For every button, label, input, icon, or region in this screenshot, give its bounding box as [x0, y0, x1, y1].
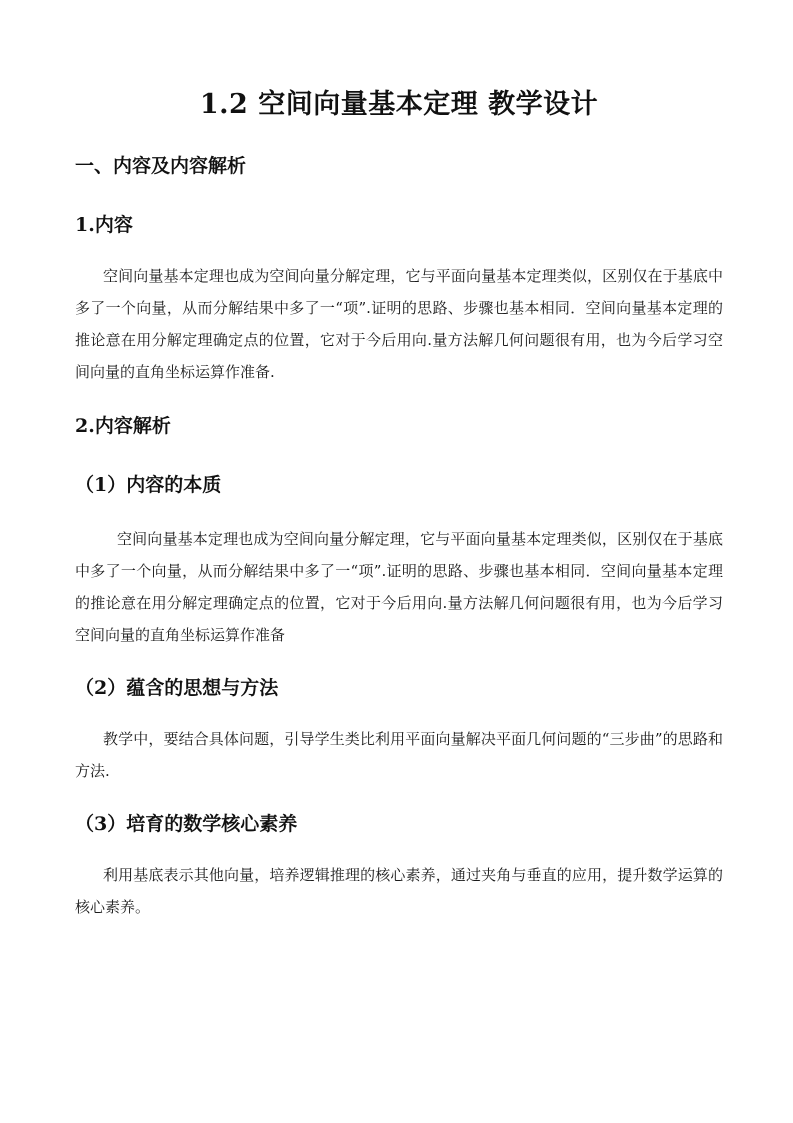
ideas-methods-paragraph: 教学中，要结合具体问题，引导学生类比利用平面向量解决平面几何问题的“三步曲”的思路和方法.	[75, 730, 723, 780]
section-heading-content-analysis: 一、内容及内容解析	[75, 155, 247, 177]
content-paragraph: 空间向量基本定理也成为空间向量分解定理，它与平面向量基本定理类似，区别仅在于基底中多了一个向量，从而分解结果中多了一“项”.证明的思路、步骤也基本相同．空间向量基本定理的推论意在用分解定理确定点的位置，它对于今后用向.量方法解几何问题很有用，也为今后学习空间向量的直角坐标运算作准备.	[75, 267, 723, 381]
subsection-heading-content: 1.内容	[75, 214, 133, 236]
item-heading-ideas-methods: （2）蕴含的思想与方法	[75, 677, 279, 699]
essence-paragraph: 空间向量基本定理也成为空间向量分解定理，它与平面向量基本定理类似，区别仅在于基底中多了一个向量，从而分解结果中多了一“项”.证明的思路、步骤也基本相同．空间向量基本定理的推论意在用分解定理确定点的位置，它对于今后用向.量方法解几何问题很有用，也为今后学习空间向量的直角坐标运算作准备	[75, 530, 723, 644]
document-title: 1.2 空间向量基本定理 教学设计	[199, 89, 599, 120]
item-heading-essence: （1）内容的本质	[75, 474, 222, 496]
core-literacy-paragraph: 利用基底表示其他向量，培养逻辑推理的核心素养，通过夹角与垂直的应用，提升数学运算的核心素养。	[75, 866, 723, 916]
subsection-heading-content-analysis: 2.内容解析	[75, 415, 171, 437]
item-heading-core-literacy: （3）培育的数学核心素养	[75, 813, 298, 835]
